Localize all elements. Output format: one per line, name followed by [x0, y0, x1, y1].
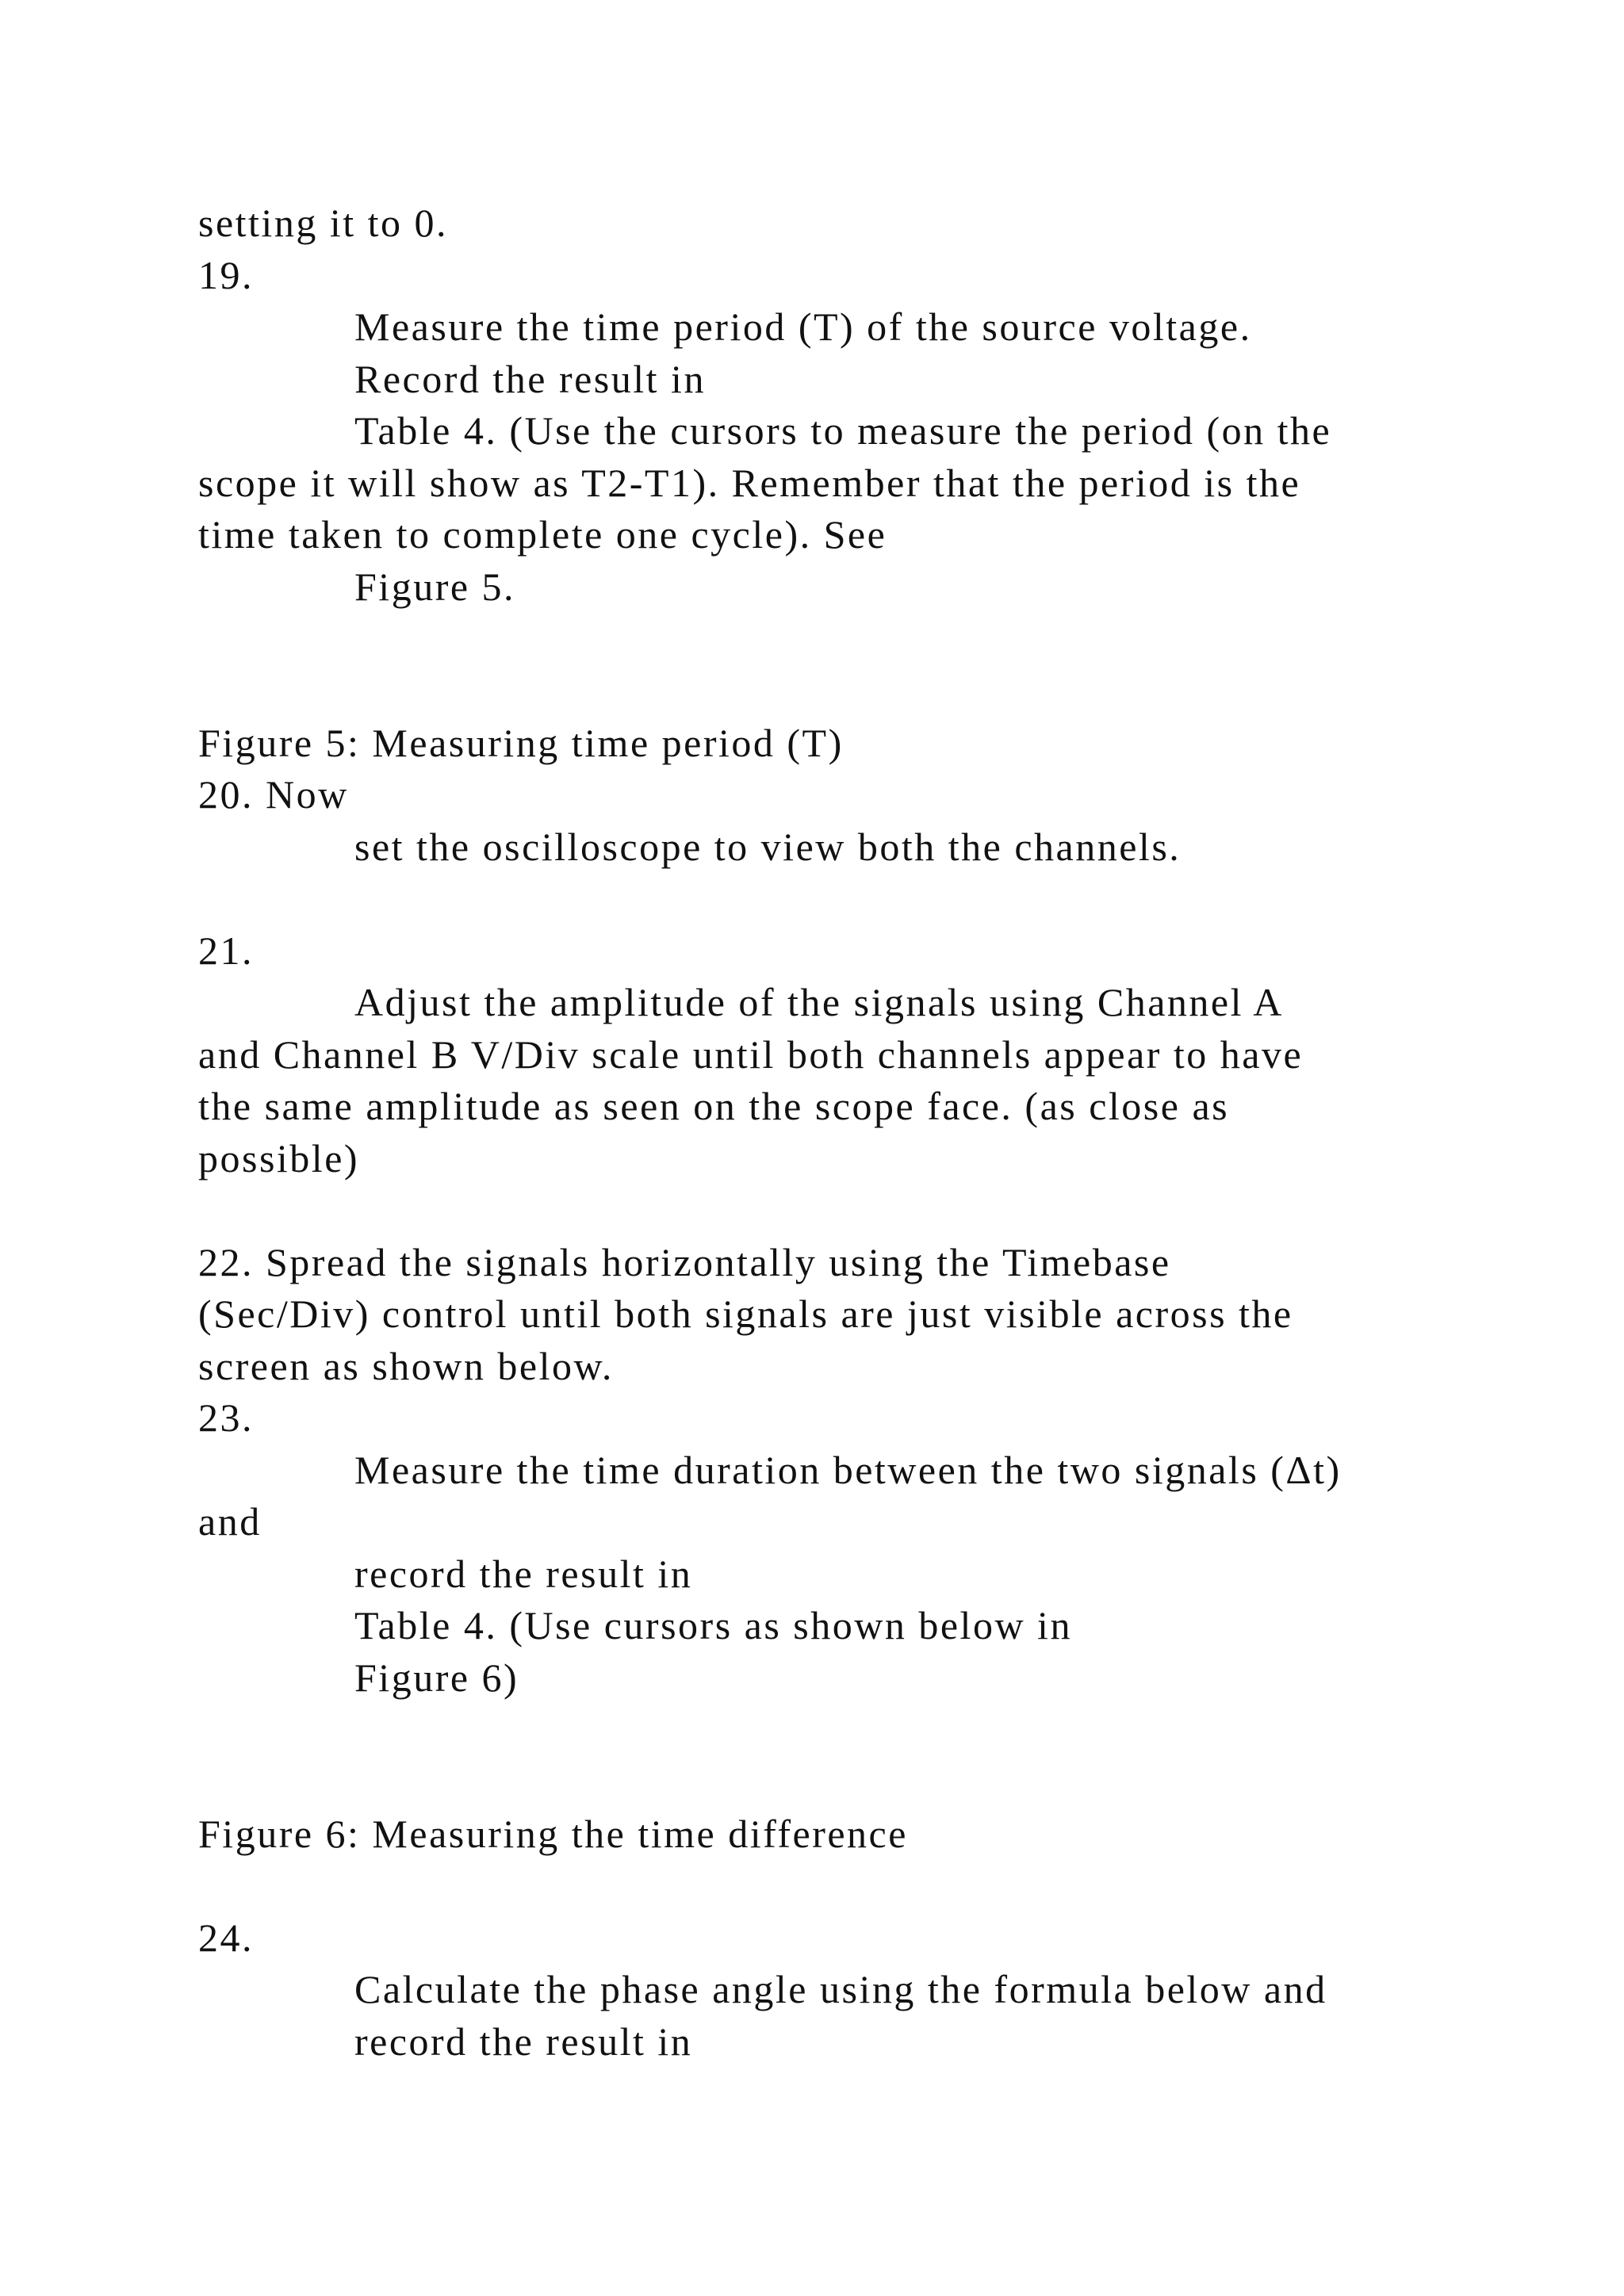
step-number-19: 19. [198, 253, 254, 297]
figure-reference: Figure 6) [354, 1655, 519, 1700]
step-number-20: 20. Now [198, 772, 349, 817]
text-line: time taken to complete one cycle). See [198, 512, 887, 557]
text-line: Record the result in [354, 357, 706, 401]
text-line: screen as shown below. [198, 1344, 614, 1388]
text-line: and Channel B V/Div scale until both channels appear to have [198, 1032, 1304, 1077]
text-line: scope it will show as T2-T1). Remember that the period is the [198, 461, 1301, 505]
step-number-24: 24. [198, 1915, 254, 1960]
text-line: possible) [198, 1136, 360, 1181]
text-line: Measure the time duration between the two signals (Δt) [354, 1448, 1342, 1492]
step-22-text: 22. Spread the signals horizontally using the Timebase [198, 1240, 1171, 1284]
step-number-21: 21. [198, 928, 254, 973]
text-line: record the result in [354, 1552, 693, 1596]
step-number-23: 23. [198, 1395, 254, 1440]
figure-6-caption: Figure 6: Measuring the time difference [198, 1812, 908, 1856]
text-line: Calculate the phase angle using the formula below and [354, 1967, 1327, 2011]
text-line: Table 4. (Use the cursors to measure the period (on the [354, 408, 1332, 453]
text-line: the same amplitude as seen on the scope face. (as close as [198, 1084, 1230, 1128]
figure-5-caption: Figure 5: Measuring time period (T) [198, 721, 844, 765]
figure-reference: Figure 5. [354, 564, 516, 609]
text-line: Measure the time period (T) of the source voltage. [354, 304, 1252, 349]
text-line: Adjust the amplitude of the signals using Channel A [354, 980, 1284, 1024]
text-line: Table 4. (Use cursors as shown below in [354, 1603, 1072, 1647]
text-line: and [198, 1499, 262, 1544]
text-line: (Sec/Div) control until both signals are just visible across the [198, 1292, 1293, 1336]
text-line: set the oscilloscope to view both the channels. [354, 825, 1182, 869]
text-line: record the result in [354, 2019, 693, 2064]
text-line: setting it to 0. [198, 201, 448, 245]
